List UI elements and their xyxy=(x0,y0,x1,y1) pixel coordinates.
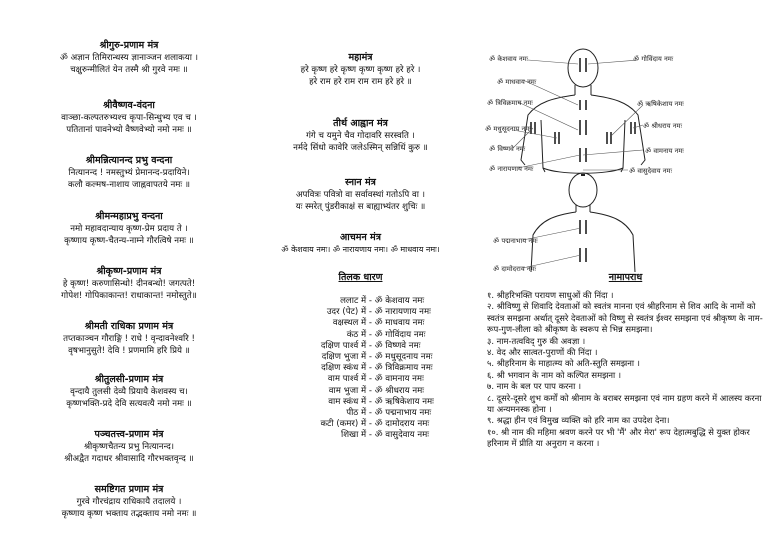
tilak-mantra: ॐ वामनाय नमः xyxy=(374,374,424,385)
mantra-block xyxy=(0,100,258,136)
mantra-title: श्रीवैष्णव-वंदना xyxy=(103,100,155,111)
tilak-row xyxy=(248,363,473,374)
naamaparadh-title: नामापराध xyxy=(608,272,643,283)
tilak-row xyxy=(248,341,473,352)
tilak-row xyxy=(248,386,473,397)
mantra-line: नर्मदे सिंधो कावेरि जलेऽस्मिन् सन्निधिं कुरु ॥ xyxy=(293,143,428,153)
offense-item: ५. श्रीहरिनाम के माहात्म्य को अति-स्तुति समझना । xyxy=(487,358,640,369)
tilak-body-diagram xyxy=(483,40,768,275)
diagram-label: ॐ श्रीधराय नमः xyxy=(643,122,682,130)
offense-item: १०. श्री नाम की महिमा श्रवण करने पर भी 'मैं' और मेरा' रूप देहात्मबुद्धि से युक्त होकर हरिनाम में प्रीति या अनुराग न करना । xyxy=(487,426,750,449)
mantra-title: श्रीतुलसी-प्रणाम मंत्र xyxy=(94,374,164,385)
tilak-row xyxy=(248,318,473,329)
mantra-title: समष्टिगत प्रणाम मंत्र xyxy=(94,484,164,495)
diagram-label: ॐ विष्णवे नमः xyxy=(489,145,526,153)
mantra-line: कृष्णाय कृष्ण-चैतन्य-नाम्ने गौरत्विषे नमः ॥ xyxy=(64,236,194,246)
mantra-block xyxy=(0,374,258,410)
tilak-row xyxy=(248,408,473,419)
mantra-line: श्रीकृष्णचैतन्य प्रभु नित्यानन्द। xyxy=(83,442,175,452)
tilak-row xyxy=(248,307,473,318)
mantra-title: श्रीगुरु-प्रणाम मंत्र xyxy=(99,40,159,51)
mantra-line: वृषभानुसुते! देवि ! प्रणमामि हरि प्रिये ॥ xyxy=(68,346,190,356)
mantra-block xyxy=(248,52,473,88)
mantra-title: महामंत्र xyxy=(348,52,373,63)
mantra-block xyxy=(248,232,473,256)
tilak-mantra: ॐ ऋषिकेशाय नमः xyxy=(374,396,434,407)
body-part: वाम भुजा में - xyxy=(328,385,372,396)
tilak-mantra: ॐ माधवाय नमः xyxy=(374,318,425,329)
mantra-line: कलौ कल्मष-नाशाय जाह्नवापतये नमः ॥ xyxy=(68,180,190,190)
mantra-line: श्रीअद्वैत गदाधर श्रीवासादि गौरभक्तवृन्द ॥ xyxy=(64,454,194,464)
mantra-block xyxy=(0,211,258,247)
diagram-label: ॐ मधुसूदनाय नमः xyxy=(485,125,531,133)
tilak-mantra: ॐ श्रीधराय नमः xyxy=(374,385,425,396)
mantra-title: श्रीमन्महाप्रभु वन्दना xyxy=(95,211,163,222)
body-part: कंठ में - xyxy=(346,329,372,340)
body-part: ललाट में - xyxy=(340,296,372,306)
diagram-label: ॐ ऋषिकेशाय नमः xyxy=(637,100,684,108)
tilak-title: तिलक धारण xyxy=(338,272,383,283)
tilak-mantra: ॐ दामोदराय नमः xyxy=(374,419,430,430)
mantra-title: पञ्चतत्त्व-प्रणाम मंत्र xyxy=(94,429,164,440)
mantra-block xyxy=(248,177,473,213)
tilak-list xyxy=(248,296,473,442)
mantra-line: कृष्णाय कृष्ण भक्ताय तद्भक्ताय नमो नमः ॥ xyxy=(61,509,197,519)
mantra-line: नित्यानन्द ! नमस्तुभ्यं प्रेमानन्द-प्रदायिने। xyxy=(68,168,190,178)
diagram-label: ॐ नारायणाय नमः xyxy=(489,165,534,173)
offense-item: ९. श्रद्धा हीन एवं विमुख व्यक्ति को हरि नाम का उपदेश देना। xyxy=(487,415,670,426)
mantra-line: वाञ्छा-कल्पतरुभ्यश्च कृपा-सिन्धुभ्य एव च । xyxy=(61,113,197,123)
tilak-row xyxy=(248,430,473,441)
mantra-line: गंगे च यमुने चैव गोदावरि सरस्वति । xyxy=(306,131,415,141)
mantra-line: कृष्णभक्ति-प्रदे देवि सत्यवत्यै नमो नमः ॥ xyxy=(66,399,192,409)
diagram-label: ॐ केशवाय नमः xyxy=(489,55,529,63)
diagram-label: ॐ दामोदराय नमः xyxy=(493,265,537,273)
tilak-row xyxy=(248,330,473,341)
body-part: दक्षिण भुजा में - xyxy=(321,352,372,363)
diagram-label: ॐ वामनाय नमः xyxy=(645,147,684,155)
mantra-title: स्नान मंत्र xyxy=(345,177,376,188)
body-part: कटी (कमर) में - xyxy=(320,419,372,430)
mantra-line: चक्षुरुन्मीलितं येन तस्मै श्री गुरवे नमः ॥ xyxy=(70,65,188,75)
tilak-mantra: ॐ वासुदेवाय नमः xyxy=(374,430,430,441)
tilak-row xyxy=(248,352,473,363)
body-part: दक्षिण पार्श्व में - xyxy=(320,340,372,351)
body-part: शिखा में - xyxy=(340,430,372,441)
mantra-line: ॐ अज्ञान तिमिरान्धस्य ज्ञानाञ्जन शलाकया । xyxy=(60,53,198,63)
body-part: उदर (पेट) में - xyxy=(326,307,372,318)
mantra-line: पतितानां पावनेभ्यो वैष्णवेभ्यो नमो नमः ॥ xyxy=(66,125,192,135)
mantra-title: श्रीमती राधिका प्रणाम मंत्र xyxy=(84,321,174,332)
diagram-label: ॐ माधवाय नमः xyxy=(497,78,537,86)
mantra-line: हरे राम हरे राम राम राम हरे हरे ॥ xyxy=(309,77,412,87)
diagram-label: ॐ पद्मनाभाय नमः xyxy=(493,237,538,245)
mantra-line: गुरवे गौरचंद्राय राधिकायै तदालये । xyxy=(76,497,182,507)
body-part: पीठ में - xyxy=(346,408,372,419)
diagram-label: ॐ गोविंदाय नमः xyxy=(633,55,674,63)
tilak-mantra: ॐ मधुसूदनाय नमः xyxy=(374,352,433,363)
body-part: वक्षस्थल में - xyxy=(332,318,372,329)
mantra-line: गोपेश! गोपिकाकान्त! राधाकान्त! नमोस्तुते॥ xyxy=(61,291,197,301)
mantra-block xyxy=(248,118,473,154)
tilak-mantra: ॐ नारायणाय नमः xyxy=(374,307,431,318)
mantra-block xyxy=(0,40,258,76)
mantra-block xyxy=(0,266,258,302)
mantra-line: हे कृष्ण! करुणासिन्धो! दीनबन्धो! जगत्पते! xyxy=(62,279,196,289)
offense-item: ३. नाम-तत्वविद् गुरु की अवज्ञा । xyxy=(487,335,586,346)
tilak-mantra: ॐ केशवाय नमः xyxy=(374,296,425,306)
mantra-title: श्रीकृष्ण-प्रणाम मंत्र xyxy=(96,266,162,277)
mantra-line: हरे कृष्ण हरे कृष्ण कृष्ण कृष्ण हरे हरे । xyxy=(300,65,421,75)
mantra-block xyxy=(0,155,258,191)
tilak-mantra: ॐ गोविंदाय नमः xyxy=(374,329,426,340)
body-part: वाम पार्श्व में - xyxy=(327,374,372,385)
body-part: वाम स्कंध में - xyxy=(328,396,372,407)
diagram-label: ॐ त्रिविक्रमाय नमः xyxy=(487,99,533,107)
mantra-line: यः स्मरेत् पुंडरीकाक्षं स बाह्याभ्यंतर शुचिः ॥ xyxy=(295,202,426,212)
offense-item: १. श्रीहरिभक्ति परायण साधुओं की निंदा । xyxy=(487,290,614,300)
mantra-title: आचमन मंत्र xyxy=(340,232,381,243)
offense-item: ६. श्री भगवान के नाम को कल्पित समझना । xyxy=(487,369,622,380)
tilak-row xyxy=(248,296,473,307)
mantra-line: नमो महावदान्याय कृष्ण-प्रेम प्रदाय ते । xyxy=(70,224,188,234)
naamaparadh-section xyxy=(483,270,768,450)
tilak-row xyxy=(248,397,473,408)
tilak-row xyxy=(248,419,473,430)
tilak-heading-block xyxy=(248,272,473,284)
mantra-line: अपवित्रः पवित्रो वा सर्वावस्थां गतोऽपि वा । xyxy=(295,190,425,200)
mantra-line: वृन्दायै तुलसी देव्यै प्रियायै केशवस्य च। xyxy=(70,387,188,397)
mantra-block xyxy=(0,429,258,465)
tilak-mantra: ॐ पद्मनाभाय नमः xyxy=(374,408,432,419)
tilak-mantra: ॐ विष्णवे नमः xyxy=(374,340,421,351)
mantra-title: श्रीमन्नित्यानन्द प्रभु वन्दना xyxy=(85,155,173,166)
offense-item: ४. वेद और सात्वत-पुराणों की निंदा । xyxy=(487,347,598,358)
body-part: दक्षिण स्कंध में - xyxy=(321,363,372,374)
tilak-mantra: ॐ त्रिविक्रमाय नमः xyxy=(374,363,433,374)
mantra-title: तीर्थ आह्वान मंत्र xyxy=(333,118,388,129)
diagram-label: ॐ वासुदेवाय नमः xyxy=(629,167,672,175)
offense-item: २. श्रीविष्णु से शिवादि देवताओं को स्वतंत्र मानना एवं श्रीहरिनाम से शिव आदि के नामों को स्वतंत्र समझना अर्थात् दूसरे देवताओं को विष्णु से स्वतंत्र ईश्वर समझना एवं श्रीकृष्ण के नाम-रूप-गुण-लीला को श्रीकृष्ण के स्वरूप से भिन्न समझना। xyxy=(487,301,763,335)
offense-item: ८. दूसरे-दूसरे शुभ कर्मों को श्रीनाम के बराबर समझना एवं नाम ग्रहण करने में आलस्य करना या अन्यमनस्क होना । xyxy=(487,392,762,415)
tilak-row xyxy=(248,374,473,385)
offense-item: ७. नाम के बल पर पाप करना । xyxy=(487,381,582,392)
mantra-block xyxy=(0,484,258,520)
mantra-line: ॐ केशवाय नमः। ॐ नारायणाय नमः। ॐ माधवाय नमः। xyxy=(281,245,440,254)
mantra-block xyxy=(0,321,258,357)
mantra-line: तप्तकाञ्चन गौराङ्गि ! राधे ! वृन्दावनेश्वरि ! xyxy=(63,334,195,344)
